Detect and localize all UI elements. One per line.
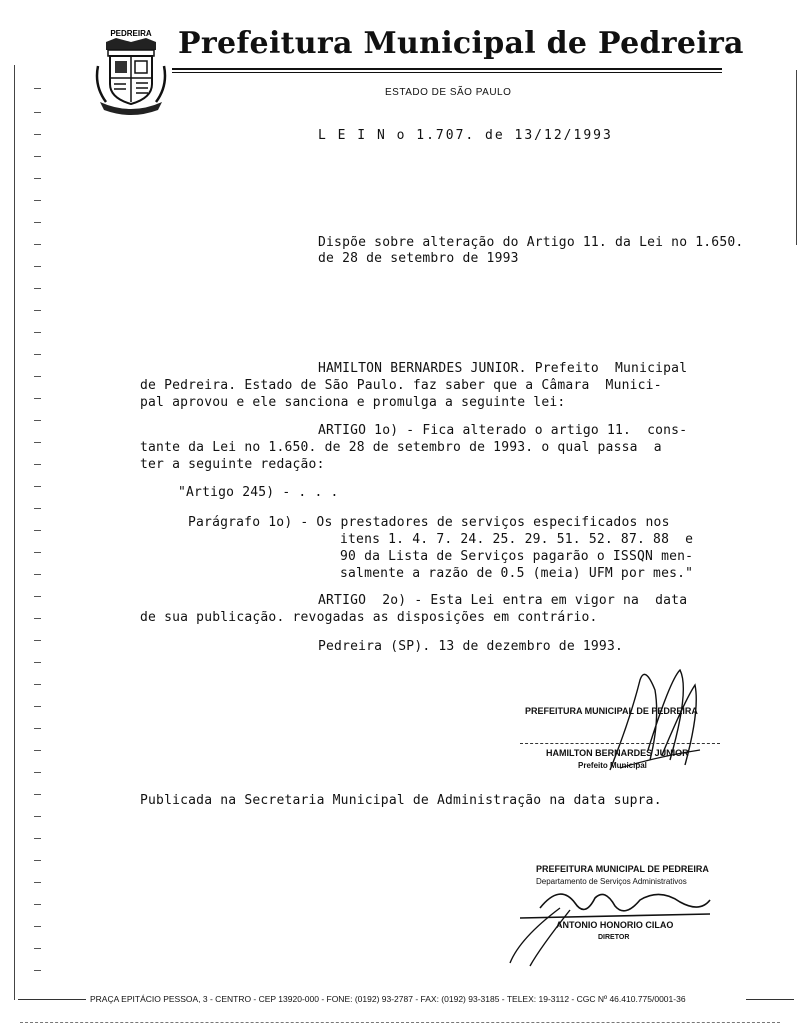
left-margin-line bbox=[14, 65, 15, 1000]
law-summary: Dispõe sobre alteração do Artigo 11. da Lei no 1.650. de 28 de setembro de 1993 bbox=[318, 235, 744, 266]
svg-text:PEDREIRA: PEDREIRA bbox=[110, 29, 152, 38]
law-title: L E I N o 1.707. de 13/12/1993 bbox=[318, 128, 613, 143]
municipal-crest-icon bbox=[92, 26, 170, 118]
footer-address: PRAÇA EPITÁCIO PESSOA, 3 - CENTRO - CEP 13920-000 - FONE: (0192) 93-2787 - FAX: (0192) 93-3185 - TELEX: 19-3112 - CGC Nº 46.410.775/0001-36 bbox=[90, 994, 686, 1004]
header-divider bbox=[172, 68, 722, 70]
footer-line-right bbox=[746, 999, 794, 1000]
header-divider-thin bbox=[172, 72, 722, 73]
intro-line-2: de Pedreira. Estado de São Paulo. faz saber que a Câmara Munici- bbox=[140, 378, 662, 393]
place-date: Pedreira (SP). 13 de dezembro de 1993. bbox=[318, 639, 624, 654]
article245-line: "Artigo 245) - . . . bbox=[178, 485, 339, 500]
director-stamp-office: PREFEITURA MUNICIPAL DE PEDREIRA bbox=[536, 864, 709, 874]
state-label: ESTADO DE SÃO PAULO bbox=[385, 87, 512, 98]
intro-line-1: HAMILTON BERNARDES JUNIOR. Prefeito Municipal bbox=[318, 361, 688, 376]
paragraph1-line-1: Parágrafo 1o) - Os prestadores de serviços especificados nos bbox=[188, 515, 670, 530]
article2-line-2: de sua publicação. revogadas as disposições em contrário. bbox=[140, 610, 598, 625]
signature-line bbox=[520, 743, 720, 745]
mayor-role: Prefeito Municipal bbox=[578, 761, 647, 770]
bottom-edge bbox=[20, 1022, 780, 1024]
article1-line-2: tante da Lei no 1.650. de 28 de setembro de 1993. o qual passa a bbox=[140, 440, 662, 455]
director-name: ANTONIO HONORIO CILAO bbox=[556, 920, 674, 930]
publication-note: Publicada na Secretaria Municipal de Administração na data supra. bbox=[140, 793, 662, 808]
paragraph1-line-2: itens 1. 4. 7. 24. 25. 29. 51. 52. 87. 88 e bbox=[340, 532, 694, 547]
director-role: DIRETOR bbox=[598, 934, 630, 941]
intro-line-3: pal aprovou e ele sanciona e promulga a seguinte lei: bbox=[140, 395, 566, 410]
paragraph1-line-3: 90 da Lista de Serviços pagarão o ISSQN men- bbox=[340, 549, 694, 564]
paragraph1-line-4: salmente a razão de 0.5 (meia) UFM por mes." bbox=[340, 566, 694, 581]
mayor-name: HAMILTON BERNARDES JUNIOR bbox=[546, 748, 689, 758]
mayor-stamp-office: PREFEITURA MUNICIPAL DE PEDREIRA bbox=[525, 706, 698, 716]
article1-line-1: ARTIGO 1o) - Fica alterado o artigo 11. cons- bbox=[318, 423, 688, 438]
director-stamp-department: Departamento de Serviços Administrativos bbox=[536, 877, 687, 886]
article2-line-1: ARTIGO 2o) - Esta Lei entra em vigor na data bbox=[318, 593, 688, 608]
article1-line-3: ter a seguinte redação: bbox=[140, 457, 325, 472]
municipality-title: Prefeitura Municipal de Pedreira bbox=[178, 26, 744, 61]
footer-line-left bbox=[18, 999, 86, 1000]
right-margin-line bbox=[796, 70, 797, 245]
